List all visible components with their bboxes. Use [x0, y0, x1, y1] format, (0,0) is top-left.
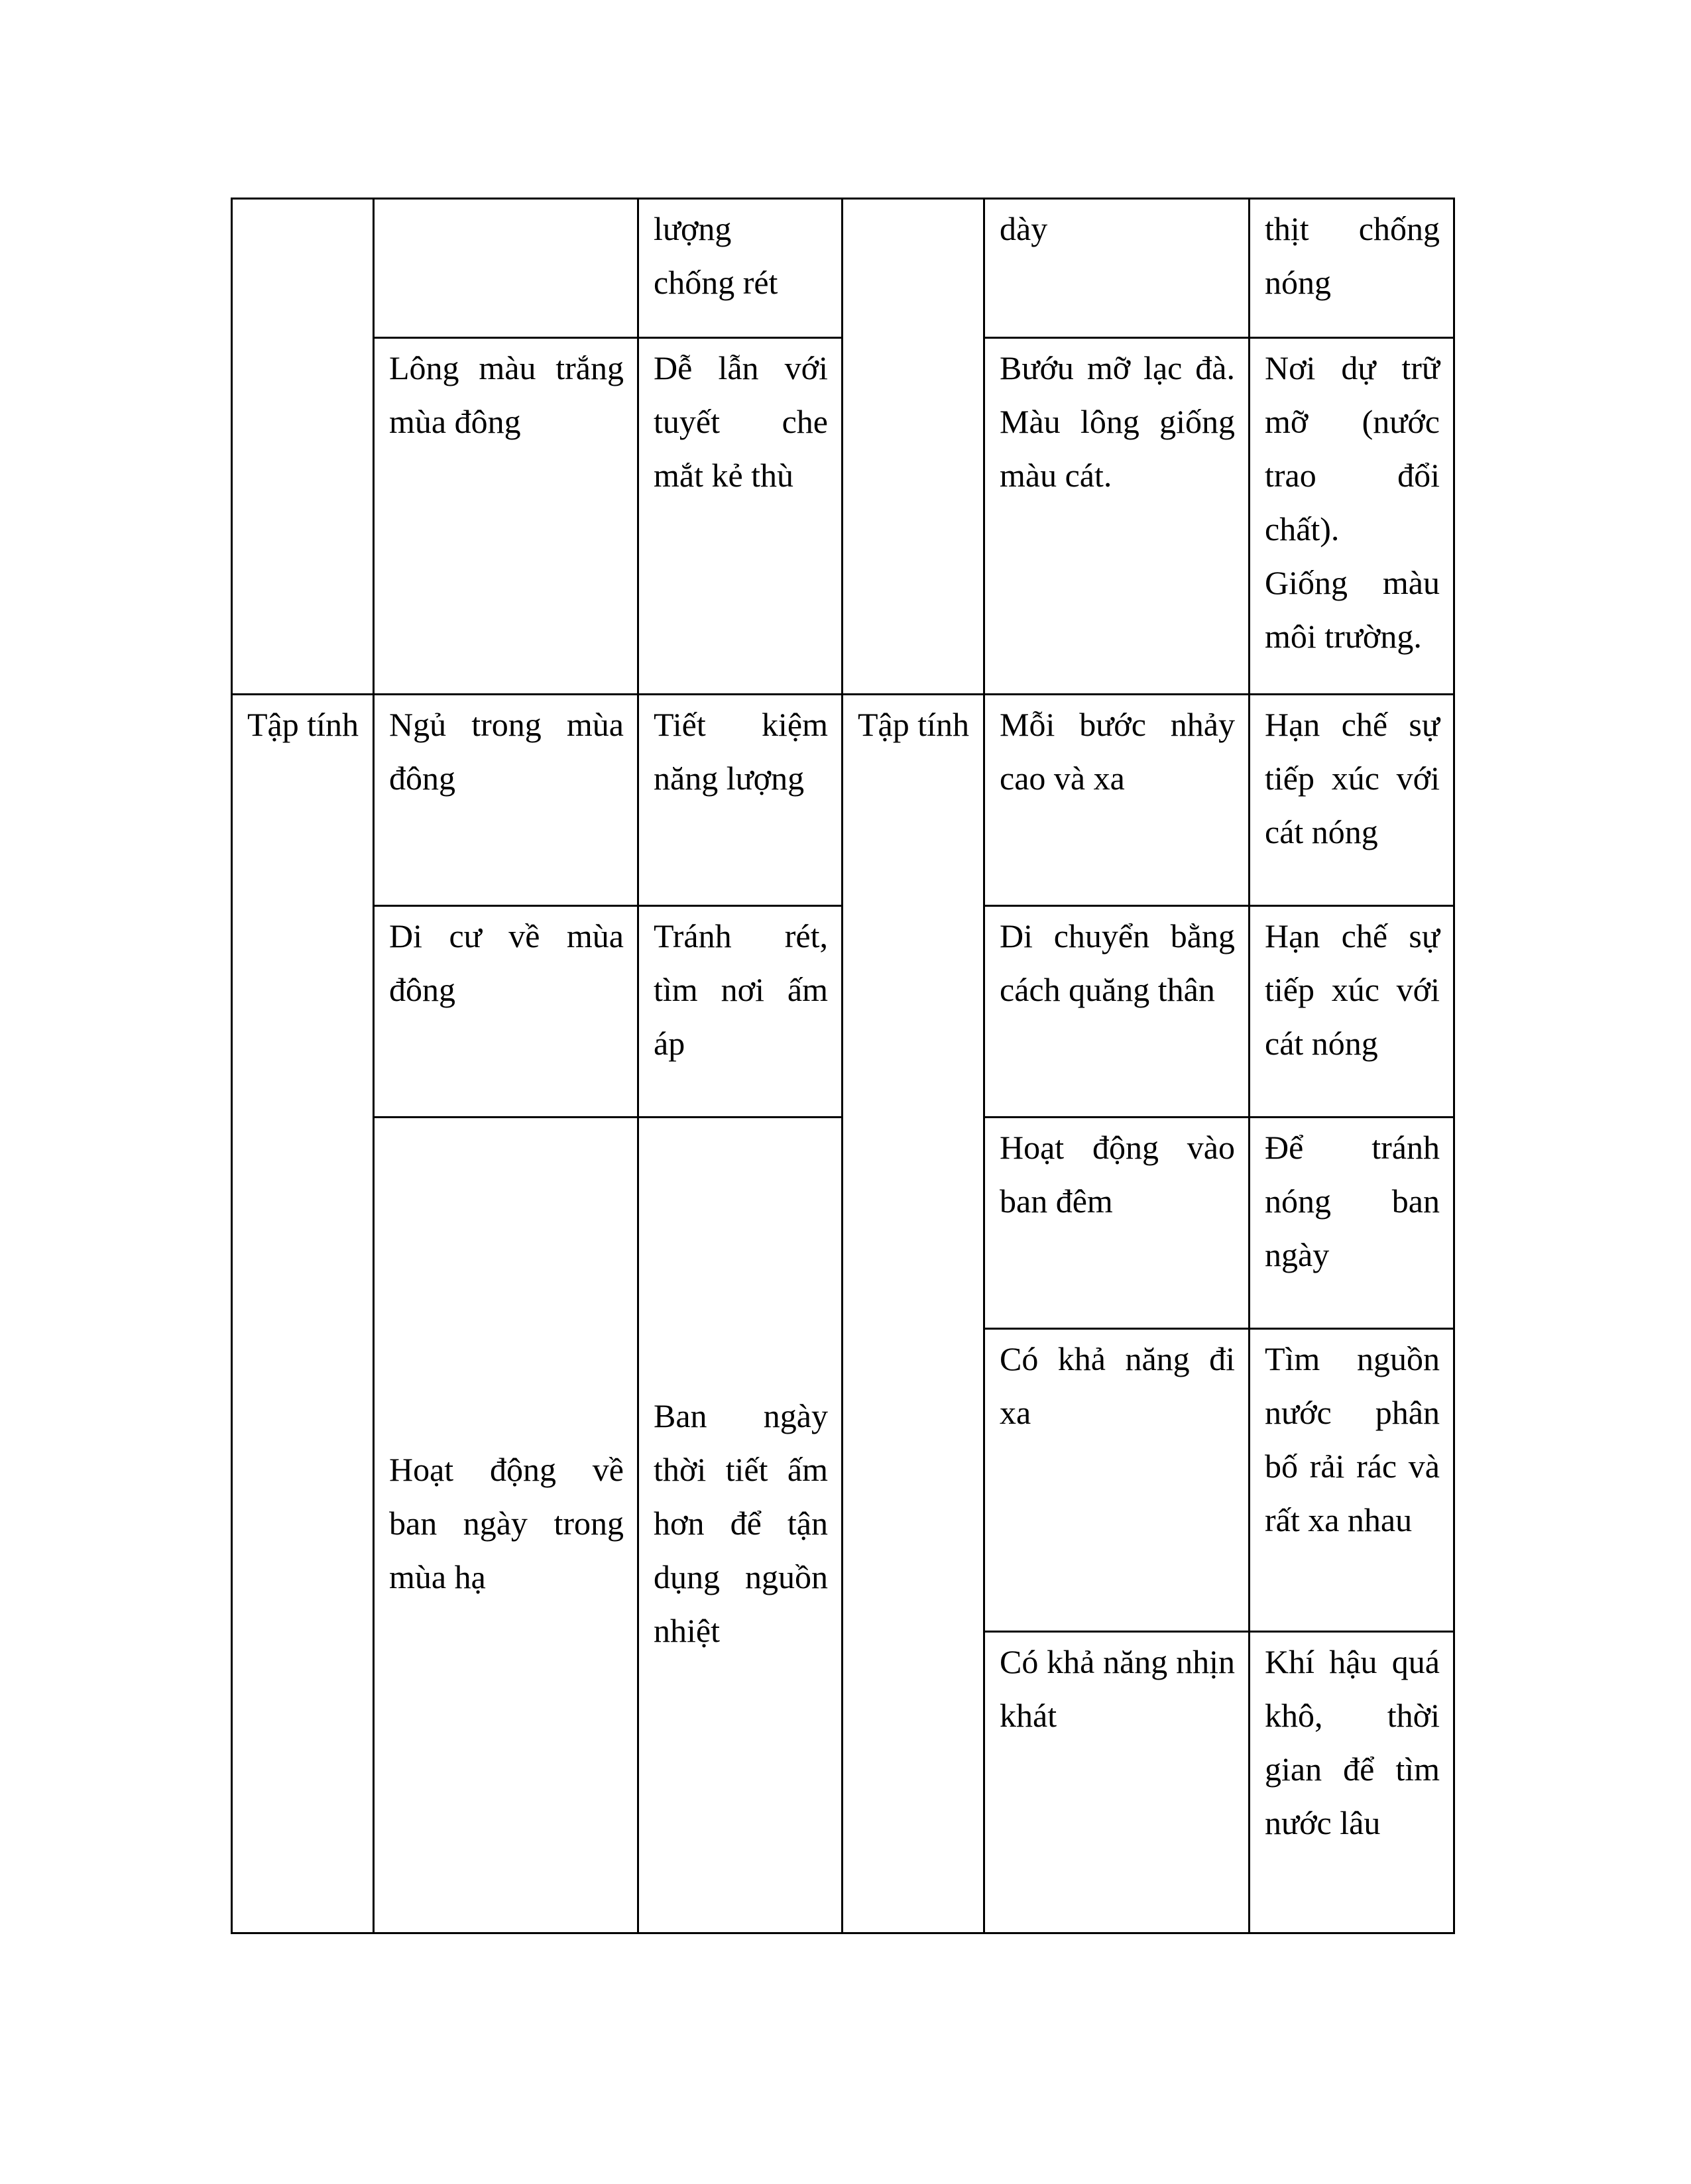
continued-trait-cell-left — [374, 199, 638, 338]
meaning-cell-right: Hạn chế sự tiếp xúc với cát nóng — [1250, 906, 1454, 1118]
meaning-cell-left: Tiết kiệm năng lượng — [638, 695, 843, 906]
trait-cell-right: Di chuyển bằng cách quăng thân — [984, 906, 1250, 1118]
trait-cell-left: Ngủ trong mùa đông — [374, 695, 638, 906]
trait-cell-right: Mỗi bước nhảy cao và xa — [984, 695, 1250, 906]
meaning-cell-right: Khí hậu quá khô, thời gian để tìm nước lâu — [1250, 1632, 1454, 1933]
trait-cell-right: Bướu mỡ lạc đà. Màu lông giống màu cát. — [984, 338, 1250, 695]
table-row — [232, 199, 1454, 338]
adaptation-table — [231, 198, 1455, 1934]
trait-cell-right: Hoạt động vào ban đêm — [984, 1118, 1250, 1329]
section-heading-left: Tập tính — [232, 695, 374, 1933]
section-heading-right: Tập tính — [843, 695, 984, 1933]
continued-meaning-cell-left: lượng chống rét — [638, 199, 843, 338]
trait-cell-left: Hoạt động về ban ngày trong mùa hạ — [374, 1118, 638, 1933]
meaning-cell-right: Tìm nguồn nước phân bố rải rác và rất xa nhau — [1250, 1329, 1454, 1632]
meaning-cell-left: Dễ lẫn với tuyết che mắt kẻ thù — [638, 338, 843, 695]
continued-heading-cell-right — [843, 199, 984, 695]
continued-meaning-cell-right: thịt chống nóng — [1250, 199, 1454, 338]
trait-cell-left: Di cư về mùa đông — [374, 906, 638, 1118]
continued-heading-cell-left — [232, 199, 374, 695]
table-row — [232, 695, 1454, 906]
meaning-cell-right: Hạn chế sự tiếp xúc với cát nóng — [1250, 695, 1454, 906]
trait-cell-right: Có khả năng đi xa — [984, 1329, 1250, 1632]
meaning-cell-left: Tránh rét, tìm nơi ấm áp — [638, 906, 843, 1118]
trait-cell-right: Có khả năng nhịn khát — [984, 1632, 1250, 1933]
trait-cell-left: Lông màu trắng mùa đông — [374, 338, 638, 695]
meaning-cell-right: Để tránh nóng ban ngày — [1250, 1118, 1454, 1329]
meaning-cell-left: Ban ngày thời tiết ấm hơn để tận dụng nguồn nhiệt — [638, 1118, 843, 1933]
continued-trait-cell-right: dày — [984, 199, 1250, 338]
meaning-cell-right: Nơi dự trữ mỡ (nước trao đổi chất). Giống màu môi trường. — [1250, 338, 1454, 695]
